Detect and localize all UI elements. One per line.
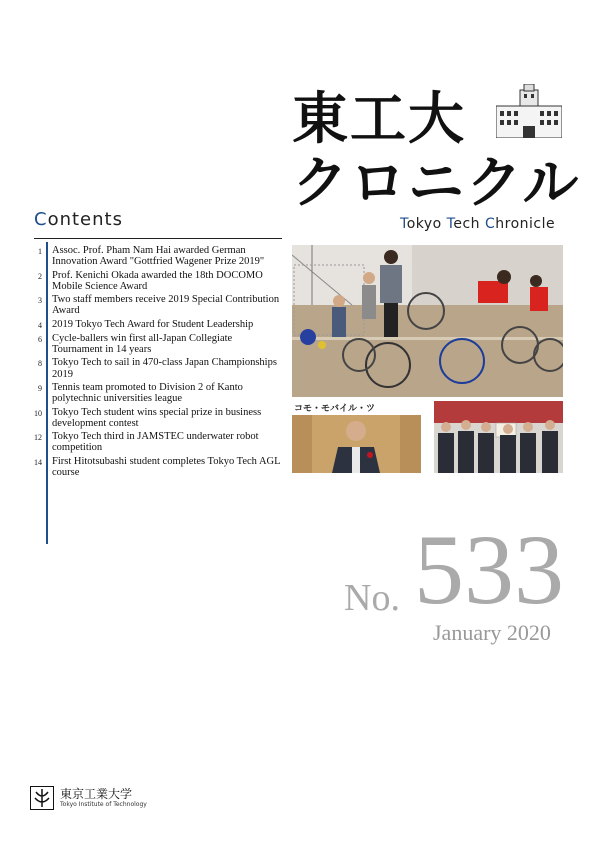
title-en-c6: hronicle: [495, 216, 556, 232]
toc-item-title: Prof. Kenichi Okada awarded the 18th DOCOMO Mobile Science Award: [52, 269, 263, 292]
toc-item[interactable]: [28, 357, 286, 380]
toc-page-number: 2: [38, 271, 42, 281]
cycleball-match-photo: [292, 245, 563, 397]
event-banner-text: コモ・モバイル・ツ: [294, 404, 376, 414]
toc-item[interactable]: [28, 456, 286, 479]
org-name-jp: 東京工業大学: [60, 787, 133, 801]
org-name-en: Tokyo Institute of Technology: [60, 801, 147, 808]
toc-item-title: Tokyo Tech student wins special prize in business development contest: [52, 406, 262, 429]
toc-item-title: Two staff members receive 2019 Special Contribution Award: [52, 294, 280, 317]
toc-item-title: Cycle-ballers win first all-Japan Collegiate Tournament in 14 years: [52, 332, 233, 356]
title-en-c3: T: [446, 216, 454, 232]
toc-item[interactable]: [28, 382, 286, 405]
cycleball-scene-illustration: [292, 245, 563, 397]
toc-page-number: 4: [38, 320, 42, 330]
contents-heading-initial: C: [34, 209, 48, 230]
publication-title-en: [400, 216, 555, 232]
contents-heading: [34, 209, 123, 230]
issue-no-label: No.: [344, 577, 400, 619]
logo-text: [60, 787, 147, 809]
toc-item-title: Tennis team promoted to Division 2 of Kanto polytechnic universities league: [52, 381, 243, 405]
toc-item[interactable]: [28, 407, 286, 430]
title-en-c4: ech: [453, 216, 485, 232]
title-en-c1: T: [400, 216, 407, 232]
award-recipient-photo: [292, 401, 421, 473]
toc-page-number: 3: [38, 296, 42, 306]
title-en-c2: okyo: [406, 216, 447, 232]
toc-item-title: Tokyo Tech third in JAMSTEC underwater robot competition: [52, 431, 259, 454]
toc-item-title: First Hitotsubashi student completes Tokyo Tech AGL course: [52, 455, 281, 479]
clock-tower-building-illustration: [496, 84, 562, 138]
toc-item-title: 2019 Tokyo Tech Award for Student Leadership: [52, 318, 254, 330]
toc-page-number: 1: [38, 247, 42, 256]
table-of-contents: [28, 245, 286, 480]
award-group-illustration: [434, 401, 563, 473]
toc-item[interactable]: [28, 431, 286, 454]
toc-page-number: 12: [34, 433, 42, 443]
toc-item[interactable]: [28, 294, 286, 317]
award-group-photo: [434, 401, 563, 473]
issue-number: 533: [414, 514, 564, 625]
title-jp-line2: クロニクル: [292, 151, 581, 216]
title-en-c5: C: [485, 216, 496, 232]
toc-page-number: 14: [34, 457, 42, 467]
title-jp-line1: 東工大: [292, 87, 466, 152]
toc-item-title: Tokyo Tech to sail in 470-class Japan Championships 2019: [52, 357, 277, 380]
toc-item[interactable]: [28, 319, 286, 331]
toc-page-number: 6: [38, 334, 42, 344]
university-logo: [30, 786, 147, 810]
toc-item[interactable]: [28, 245, 286, 268]
toc-page-number: 9: [38, 383, 42, 393]
contents-divider: [34, 238, 282, 239]
issue-date: January 2020: [433, 620, 551, 645]
toc-page-number: 8: [38, 359, 42, 369]
tokyo-tech-emblem-icon: [30, 786, 54, 810]
toc-page-number: 10: [34, 408, 42, 418]
toc-item[interactable]: [28, 333, 286, 356]
toc-item[interactable]: [28, 270, 286, 293]
toc-item-title: Assoc. Prof. Pham Nam Hai awarded German Innovation Award "Gottfried Wagener Prize 2019": [52, 245, 265, 268]
contents-heading-rest: ontents: [47, 209, 123, 230]
